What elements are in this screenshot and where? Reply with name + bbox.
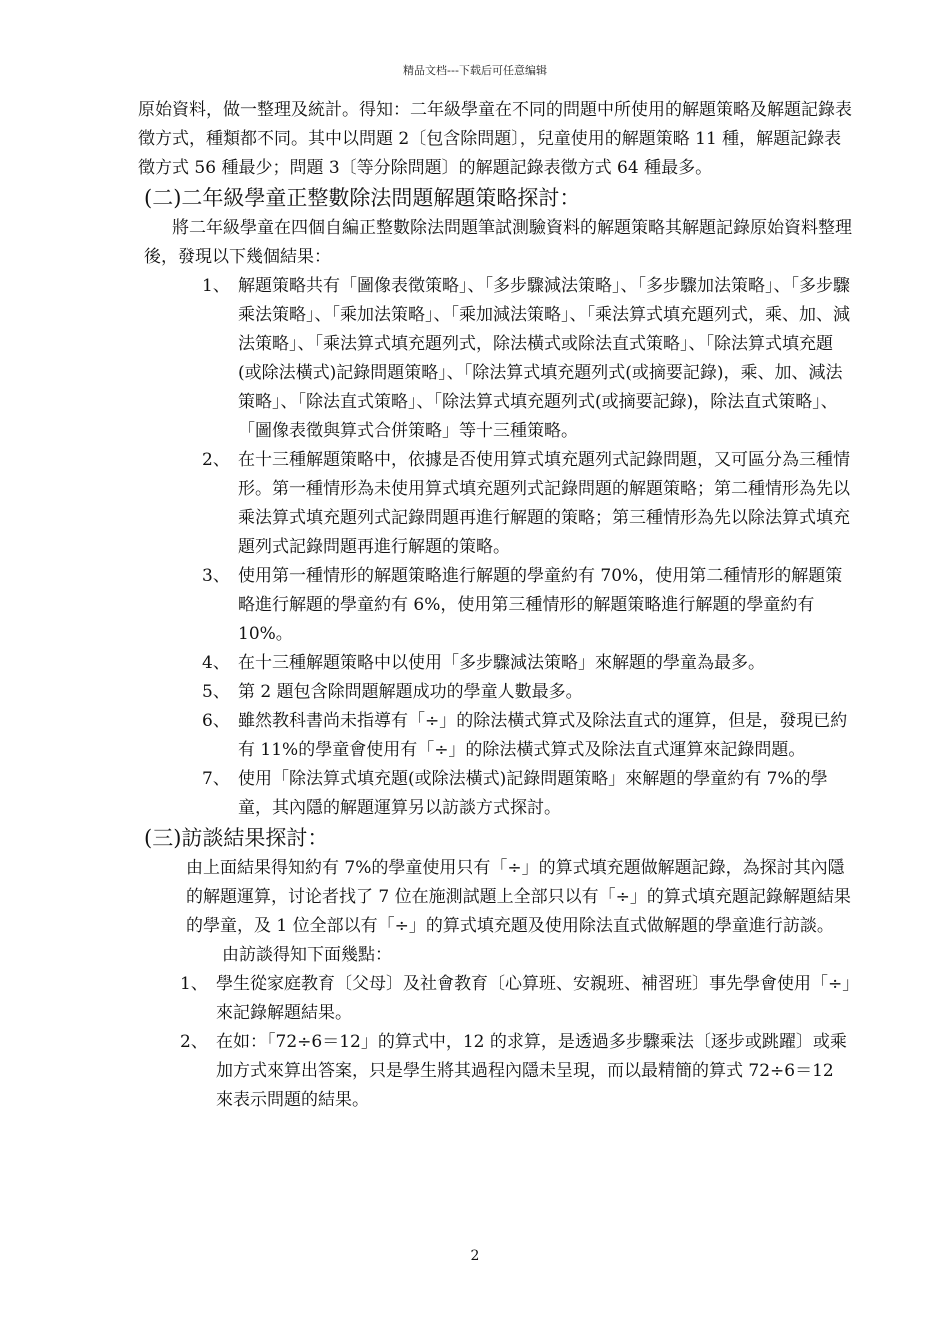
section2-findings-list <box>138 272 854 823</box>
list-item-text: 使用第一種情形的解題策略進行解題的學童約有 70%，使用第二種情形的解題策略進行解題的學童約有 6%，使用第三種情形的解題策略進行解題的學童約有 10%。 <box>238 566 843 644</box>
section3-sublead: 由訪談得知下面幾點： <box>222 945 392 965</box>
list-item-text: 在十三種解題策略中，依據是否使用算式填充題列式記錄問題，又可區分為三種情形。第一種情形為未使用算式填充題列式記錄問題的解題策略；第二種情形為先以乘法算式填充題列式記錄問題再進行解題的策略；第三種情形為先以除法算式填充題列式記錄問題再進行解題的策略。 <box>238 450 850 557</box>
list-item-number: 7、 <box>202 769 230 789</box>
list-item-number: 1、 <box>202 276 230 296</box>
list-item-text: 使用「除法算式填充題(或除法橫式)記錄問題策略」來解題的學童約有 7%的學童，其內隱的解題運算另以訪談方式探討。 <box>238 769 828 818</box>
list-item-number: 5、 <box>202 682 230 702</box>
page-header: 精品文档---下载后可任意编辑 <box>403 64 547 77</box>
list-item <box>138 562 854 649</box>
list-item-text: 學生從家庭教育〔父母〕及社會教育〔心算班、安親班、補習班〕事先學會使用「÷」來記錄解題結果。 <box>216 974 851 1023</box>
list-item-text: 解題策略共有「圖像表徵策略」、「多步驟減法策略」、「多步驟加法策略」、「多步驟乘法策略」、「乘加法策略」、「乘加減法策略」、「乘法算式填充題列式，乘、加、減法策略」、「乘法算式填充題列式，除法橫式或除法直式策略」、「除法算式填充題(或除法橫式)記錄問題策略」、「除法算式填充題列式(或摘要記錄)，乘、加、減法策略」、「除法直式策略」、「除法算式填充題列式(或摘要記錄)，除法直式策略」、「圖像表徵與算式合併策略」等十三種策略。 <box>238 276 850 441</box>
section3-heading: (三)訪談結果探討： <box>144 826 329 850</box>
list-item-number: 3、 <box>202 566 230 586</box>
list-item-text: 雖然教科書尚未指導有「÷」的除法橫式算式及除法直式的運算，但是，發現已約有 11%的學童會使用有「÷」的除法橫式算式及除法直式運算來記錄問題。 <box>238 711 848 760</box>
page-number: 2 <box>470 1248 480 1264</box>
list-item <box>138 678 854 707</box>
list-item <box>138 446 854 562</box>
section2-heading: (二)二年級學童正整數除法問題解題策略探討： <box>144 186 581 210</box>
section3-lead: 由上面結果得知約有 7%的學童使用只有「÷」的算式填充題做解題記錄，為探討其內隱的解題運算，讨论者找了 7 位在施測試題上全部只以有「÷」的算式填充題記錄解題結果的學童，及 1 位全部以有「÷」的算式填充題及使用除法直式做解題的學童進行訪談。 <box>186 858 851 936</box>
list-item <box>138 649 854 678</box>
list-item-text: 在十三種解題策略中以使用「多步驟減法策略」來解題的學童為最多。 <box>238 653 765 673</box>
list-item <box>138 707 854 765</box>
list-item <box>138 970 854 1028</box>
section2-lead: 將二年級學童在四個自編正整數除法問題筆試測驗資料的解題策略其解題記錄原始資料整理後，發現以下幾個結果： <box>144 218 852 267</box>
list-item-number: 4、 <box>202 653 230 673</box>
list-item-number: 6、 <box>202 711 230 731</box>
intro-paragraph: 原始資料，做一整理及統計。得知：二年級學童在不同的問題中所使用的解題策略及解題記錄表徵方式，種類都不同。其中以問題 2〔包含除問題〕，兒童使用的解題策略 11 種，解題記錄表徵方式 56 種最少；問題 3〔等分除問題〕的解題記錄表徵方式 64 種最多。 <box>138 100 852 178</box>
list-item-text: 第 2 題包含除問題解題成功的學童人數最多。 <box>238 682 583 702</box>
list-item <box>138 1028 854 1115</box>
list-item <box>138 272 854 446</box>
list-item <box>138 765 854 823</box>
list-item-number: 2、 <box>180 1032 208 1052</box>
list-item-number: 1、 <box>180 974 208 994</box>
list-item-number: 2、 <box>202 450 230 470</box>
section3-points-list <box>138 970 854 1115</box>
document-body <box>138 96 854 1115</box>
list-item-text: 在如：「72÷6＝12」的算式中，12 的求算，是透過多步驟乘法〔逐步或跳躍〕或乘加方式來算出答案，只是學生將其過程內隱未呈現，而以最精簡的算式 72÷6＝12 來表示問題的結果。 <box>216 1032 847 1110</box>
